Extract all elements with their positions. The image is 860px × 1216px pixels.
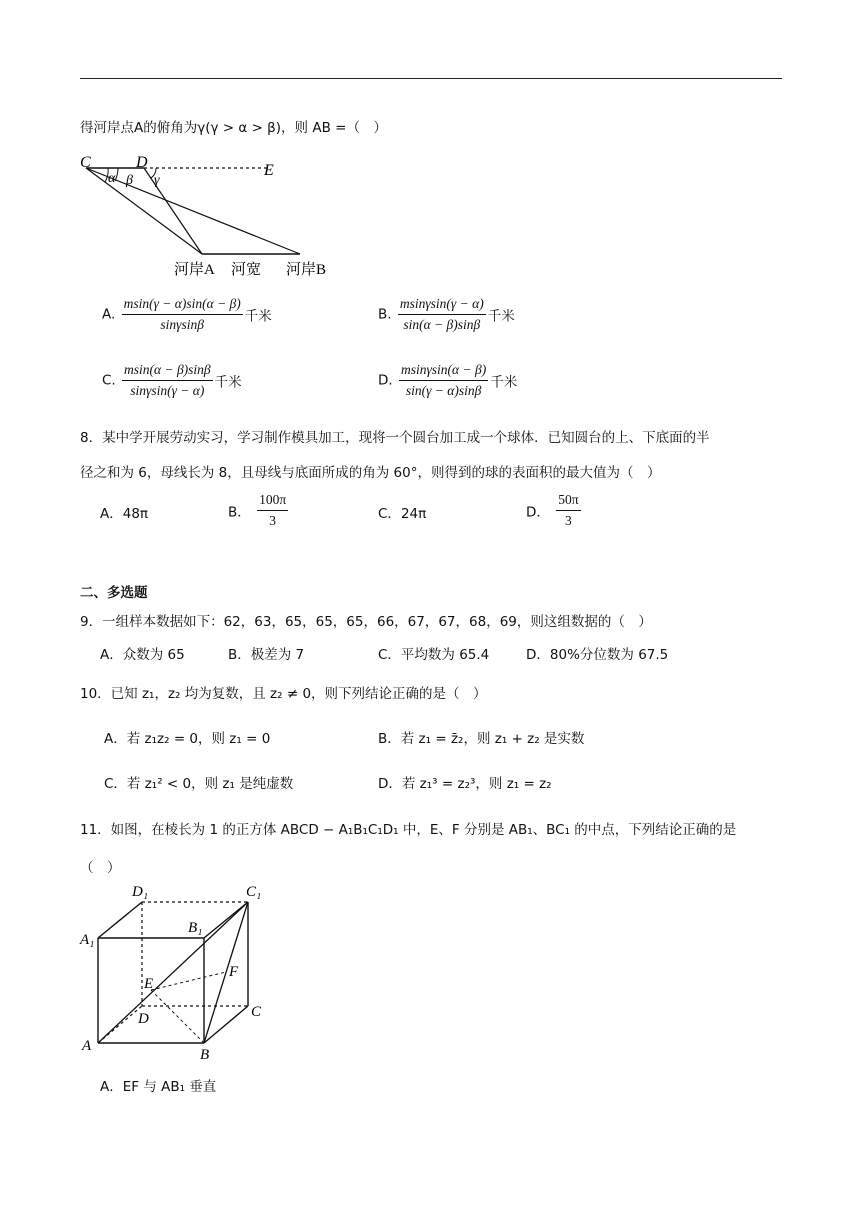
q8-stem-line2: 径之和为 6，母线长为 8，且母线与底面所成的角为 60°，则得到的球的表面积的最大值为（ ）: [80, 465, 661, 481]
section-heading: 二、多选题: [80, 585, 148, 601]
q7-option-a[interactable]: A. $\frac{msin(\gamma - \alpha)\sin(\alpha - \beta)}{\sin\gamma\sin\beta}$ 千米: [102, 296, 272, 332]
cube-label-a1: A₁: [80, 932, 95, 948]
q10-option-d[interactable]: D．若 z₁³ = z₂³，则 z₁ = z₂: [378, 776, 552, 792]
fig-label-alpha: α: [108, 171, 116, 186]
q11-paren: （ ）: [80, 860, 121, 876]
q11-option-a[interactable]: A．EF 与 AB₁ 垂直: [100, 1079, 217, 1095]
fig-label-d: D: [136, 154, 148, 171]
q9-option-c[interactable]: C．平均数为 65.4: [378, 647, 490, 663]
cube-figure: [78, 878, 278, 1062]
q8-option-c[interactable]: C．24π: [378, 506, 427, 522]
cube-label-b: B: [200, 1047, 210, 1062]
q8-option-b[interactable]: B． $\frac{100\pi}{3}$: [228, 492, 287, 528]
fig-label-c: C: [80, 154, 91, 171]
q7-option-d-fraction: $\frac{msin\gamma\sin(\alpha - \beta)}{\sin(\gamma - \alpha)\sin\beta}$: [400, 362, 487, 398]
q10-option-b[interactable]: B．若 z₁ = z̄₂，则 z₁ + z₂ 是实数: [378, 731, 585, 747]
q9-option-d[interactable]: D．80%分位数为 67.5: [526, 647, 669, 663]
q7-stem: 得河岸点A的俯角为γ(γ > α > β)，则 AB =（ ）: [80, 120, 387, 136]
q9-option-a[interactable]: A．众数为 65: [100, 647, 185, 663]
cube-label-a: A: [82, 1038, 92, 1054]
fig-label-beta: β: [126, 173, 133, 188]
fig-label-width: 河宽: [231, 262, 262, 278]
q9-option-b[interactable]: B．极差为 7: [228, 647, 305, 663]
q8-option-a[interactable]: A．48π: [100, 506, 149, 522]
q7-option-c-fraction: $\frac{msin(\alpha - \beta)\sin\beta}{\sin\gamma\sin(\gamma - \alpha)}$: [124, 362, 211, 398]
cube-label-b1: B₁: [188, 920, 203, 936]
q8-option-d[interactable]: D． $\frac{50\pi}{3}$: [526, 492, 579, 528]
q9-stem: 9．一组样本数据如下：62，63，65，65，65，66，67，67，68，69，则这组数据的（ ）: [80, 614, 652, 630]
fig-label-gamma: γ: [154, 173, 160, 188]
cube-label-f: F: [229, 964, 239, 980]
cube-label-d1: D₁: [132, 884, 149, 900]
fig-label-bank-a: 河岸A: [174, 262, 215, 278]
q8-option-d-fraction: $\frac{50\pi}{3}$: [558, 492, 579, 528]
cube-label-c: C: [251, 1004, 262, 1020]
cube-label-c1: C₁: [246, 884, 262, 900]
q11-stem: 11．如图，在棱长为 1 的正方体 ABCD − A₁B₁C₁D₁ 中，E、F 分别是 AB₁、BC₁ 的中点，下列结论正确的是: [80, 822, 737, 838]
q7-option-d[interactable]: D. $\frac{msin\gamma\sin(\alpha - \beta)}{\sin(\gamma - \alpha)\sin\beta}$ 千米: [378, 362, 518, 398]
q7-option-b[interactable]: B. $\frac{msin\gamma\sin(\gamma - \alpha)}{\sin(\alpha - \beta)\sin\beta}$ 千米: [378, 296, 515, 332]
q7-option-c[interactable]: C. $\frac{msin(\alpha - \beta)\sin\beta}{\sin\gamma\sin(\gamma - \alpha)}$ 千米: [102, 362, 242, 398]
cube-label-e: E: [144, 976, 154, 992]
cube-label-d: D: [138, 1011, 149, 1027]
q7-option-a-fraction: $\frac{msin(\gamma - \alpha)\sin(\alpha - \beta)}{\sin\gamma\sin\beta}$: [123, 296, 241, 332]
fig-label-e: E: [264, 162, 274, 179]
q8-stem-line1: 8．某中学开展劳动实习，学习制作模具加工，现将一个圆台加工成一个球体．已知圆台的上、下底面的半: [80, 430, 710, 446]
fig-label-bank-b: 河岸B: [286, 262, 327, 278]
header-rule: [80, 78, 782, 79]
q10-stem: 10．已知 z₁，z₂ 均为复数，且 z₂ ≠ 0，则下列结论正确的是（ ）: [80, 686, 487, 702]
q10-option-c[interactable]: C．若 z₁² < 0，则 z₁ 是纯虚数: [104, 776, 294, 792]
q10-option-a[interactable]: A．若 z₁z₂ = 0，则 z₁ = 0: [104, 731, 271, 747]
q7-option-b-fraction: $\frac{msin\gamma\sin(\gamma - \alpha)}{\sin(\alpha - \beta)\sin\beta}$: [399, 296, 484, 332]
q8-option-b-fraction: $\frac{100\pi}{3}$: [259, 492, 287, 528]
river-figure: [78, 152, 378, 284]
